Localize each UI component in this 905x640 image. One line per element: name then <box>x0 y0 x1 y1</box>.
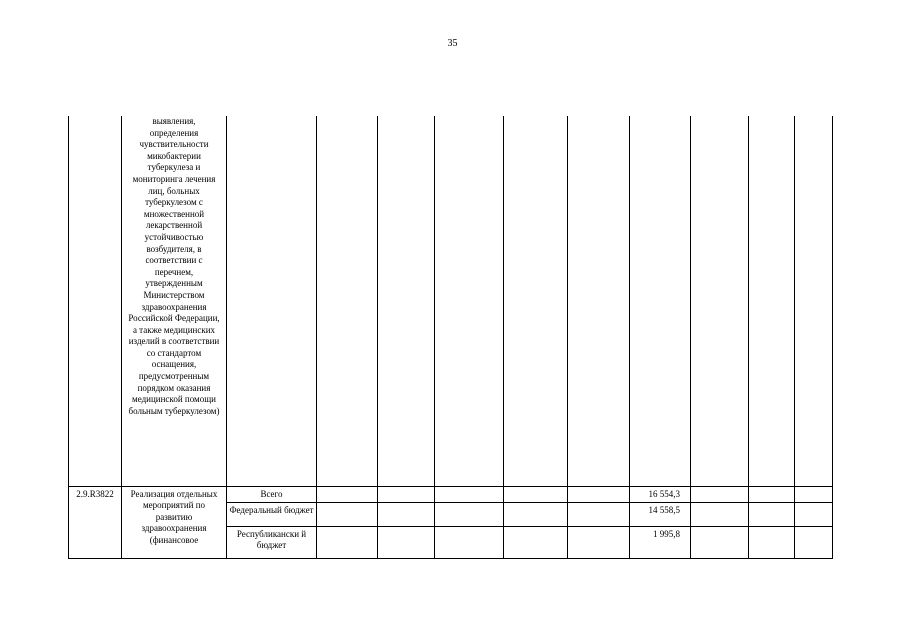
description-cell: выявления, определения чувствительности микобактерии туберкулеза и мониторинга лечения лиц, больных туберкулезом с множественной лекарственной устойчивостью возбудителя, в соответствии с перечнем, утвержденным Министерством здравоохранения Российской Федерации, а также медицинских изделий в соответствии со стандартом оснащения, предусмотренным порядком оказания медицинской помощи больным туберкулезом) <box>122 116 227 486</box>
program-table <box>68 116 833 559</box>
table-row-item <box>69 486 833 502</box>
source-value: 14 558,5 <box>630 502 691 526</box>
code-cell <box>69 116 122 486</box>
item-description: Реализация отдельных мероприятий по развитию здравоохранения (финансовое <box>122 486 227 558</box>
source-label: Всего <box>227 486 317 502</box>
source-value: 1 995,8 <box>630 526 691 558</box>
table-row-continued <box>69 116 833 486</box>
source-label: Федеральный бюджет <box>227 502 317 526</box>
source-value: 16 554,3 <box>630 486 691 502</box>
source-label: Республикански й бюджет <box>227 526 317 558</box>
item-code: 2.9.R3822 <box>69 486 122 558</box>
page-number: 35 <box>447 38 458 49</box>
